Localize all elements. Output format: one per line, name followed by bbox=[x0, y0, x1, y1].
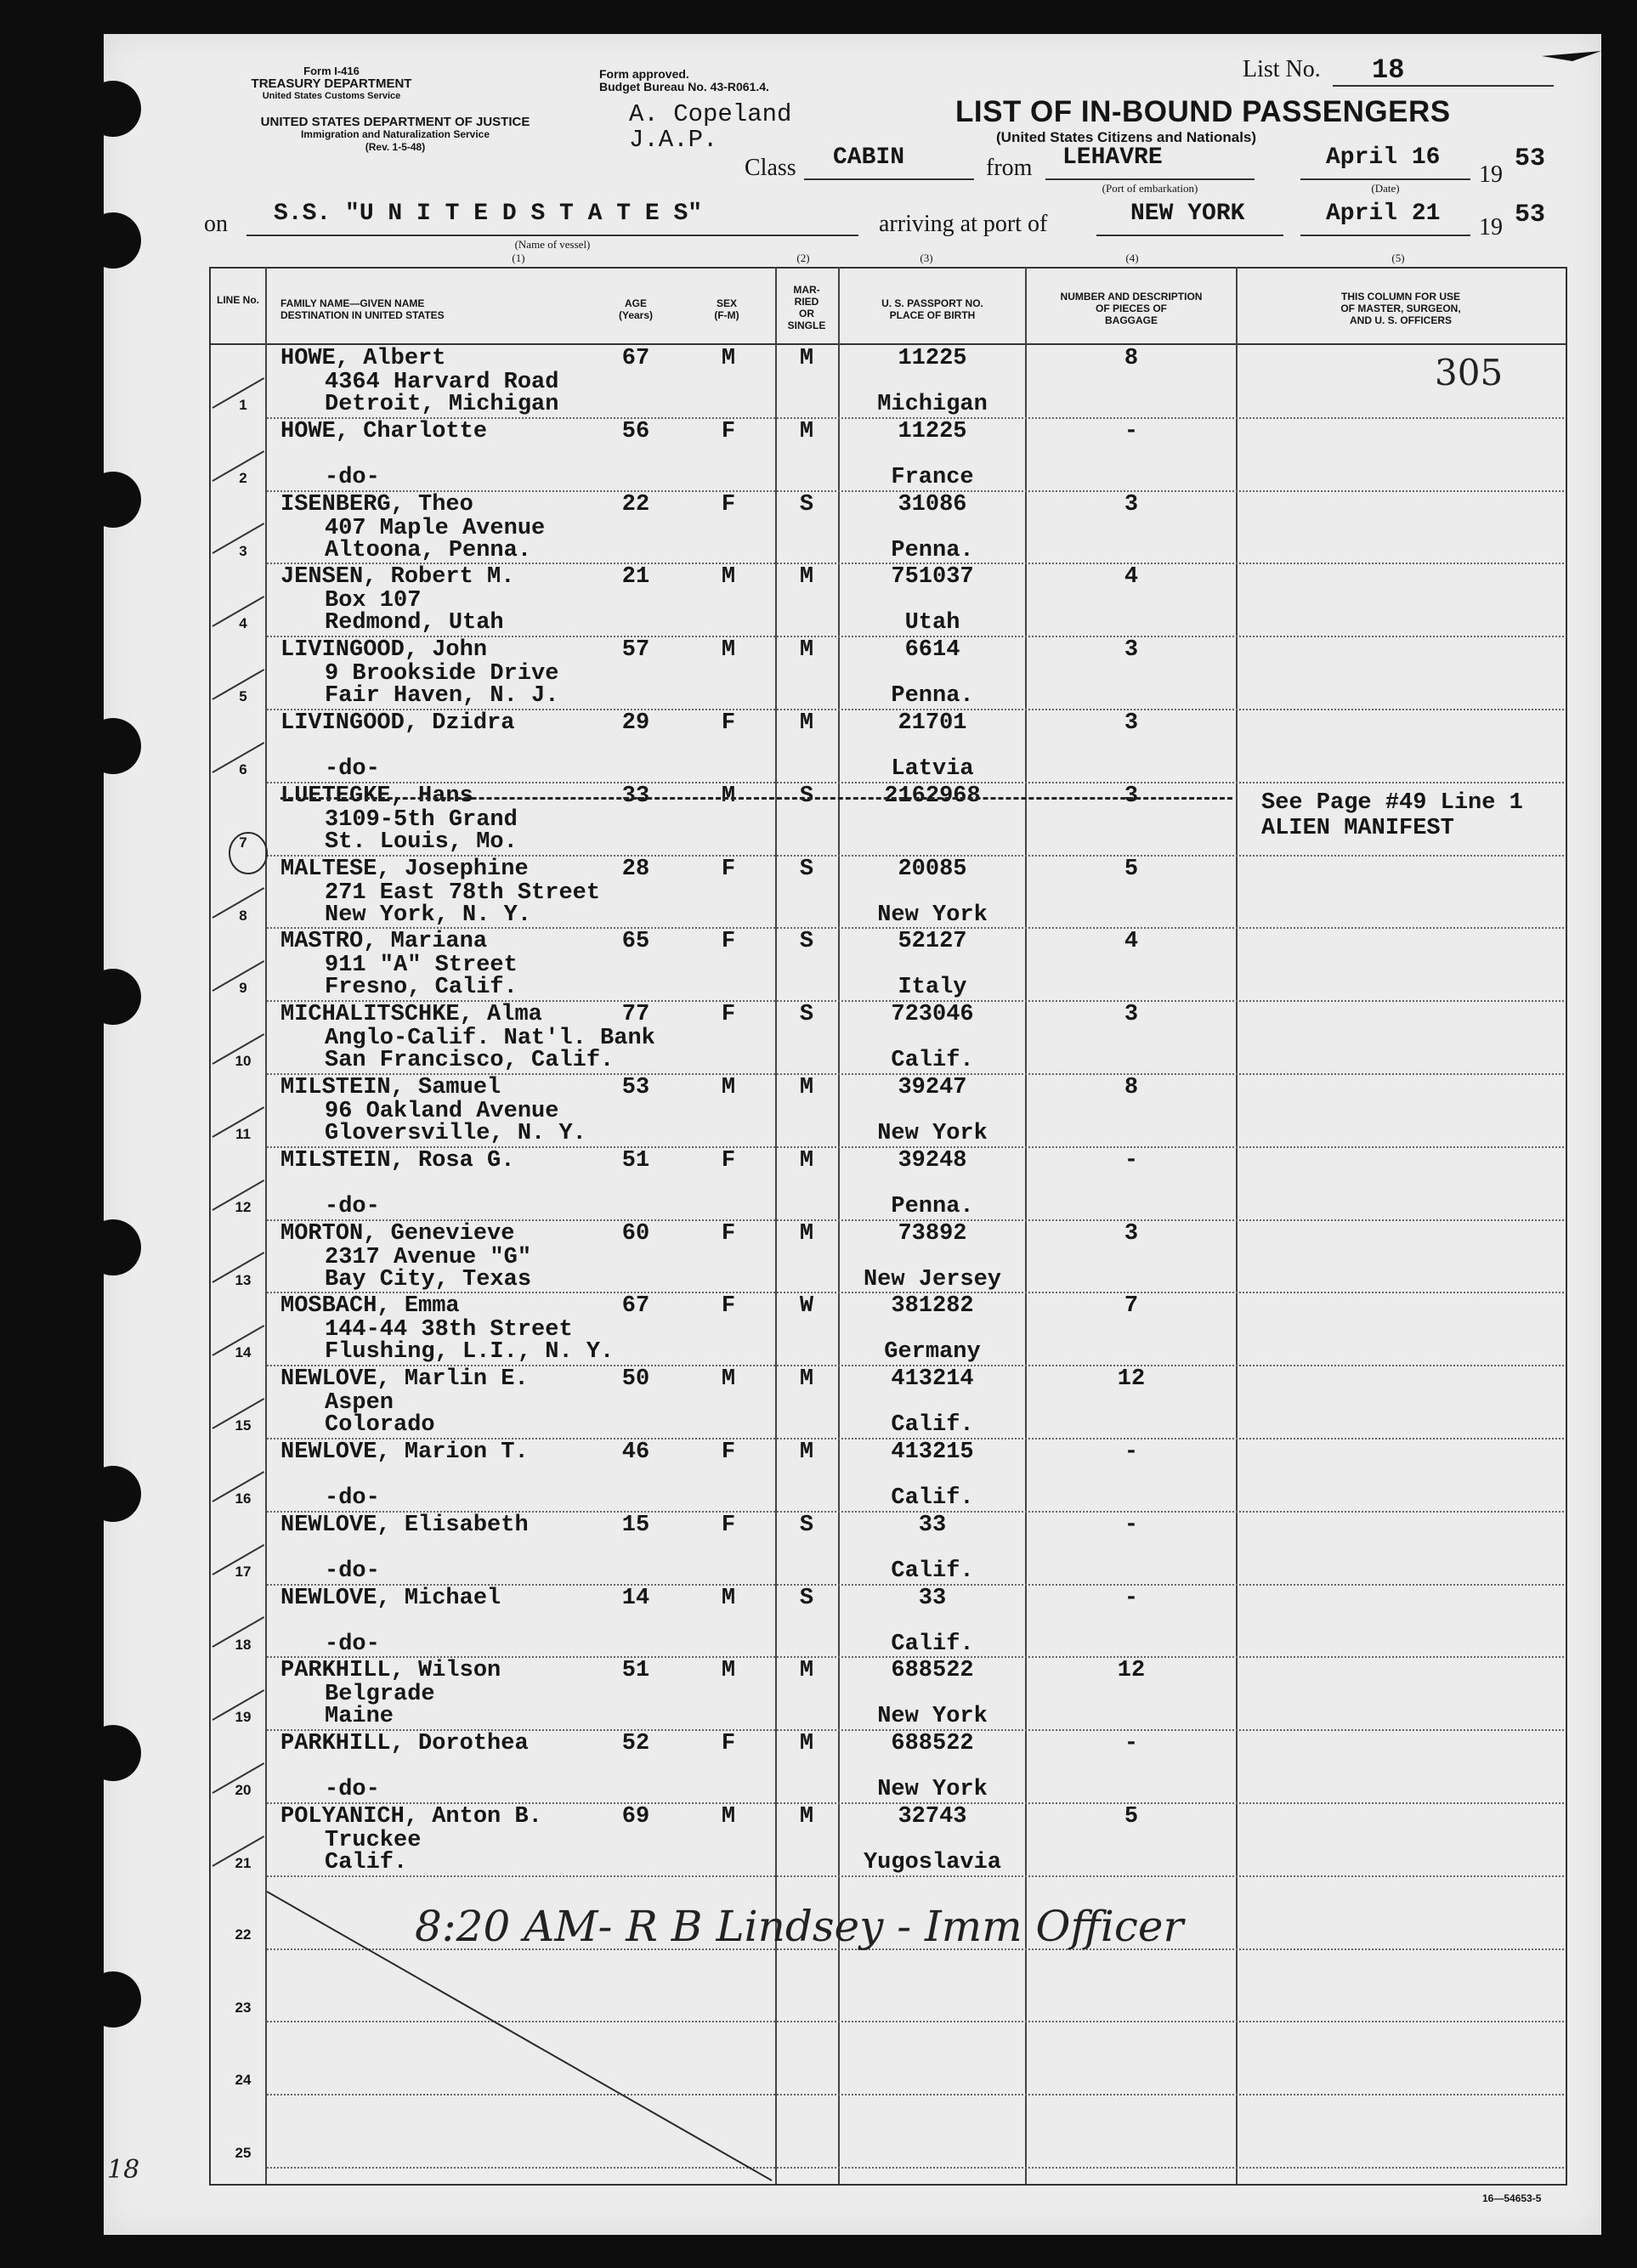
passenger-name: MILSTEIN, Rosa G. bbox=[280, 1147, 515, 1174]
cell-passport: 413215 bbox=[891, 1439, 974, 1465]
line-7-circle bbox=[229, 833, 267, 874]
cell-baggage: - bbox=[1124, 1439, 1139, 1465]
passenger-name: NEWLOVE, Marion T. bbox=[280, 1439, 529, 1465]
immigration-officer-signature: 8:20 AM- R B Lindsey - Imm Officer bbox=[415, 1902, 1184, 1951]
cell-sex: F bbox=[721, 1002, 736, 1028]
cell-sex: M bbox=[721, 1585, 736, 1611]
cell-age: 21 bbox=[621, 564, 650, 591]
passenger-name: NEWLOVE, Michael bbox=[280, 1585, 501, 1611]
line-number: 1 bbox=[239, 397, 247, 413]
cell-age: 15 bbox=[621, 1512, 650, 1538]
destination-line: Fresno, Calif. bbox=[325, 975, 518, 1001]
cell-married: M bbox=[799, 637, 814, 664]
passenger-name: MILSTEIN, Samuel bbox=[280, 1075, 501, 1100]
destination-line: 9 Brookside Drive bbox=[325, 661, 559, 687]
col-number: (4) bbox=[1125, 252, 1139, 264]
place-of-birth: Yugoslavia bbox=[863, 1850, 1002, 1875]
place-of-birth: New York bbox=[877, 902, 988, 928]
cell-married: M bbox=[799, 1147, 814, 1174]
line-number: 21 bbox=[235, 1855, 252, 1871]
cell-age: 53 bbox=[621, 1075, 650, 1100]
place-of-birth: Michigan bbox=[877, 392, 988, 417]
alien-note-line1: See Page #49 Line 1 bbox=[1261, 790, 1523, 816]
destination-line: Detroit, Michigan bbox=[325, 392, 559, 417]
destination-line: -do- bbox=[325, 756, 380, 782]
passenger-name: POLYANICH, Anton B. bbox=[280, 1804, 542, 1830]
cell-sex: M bbox=[721, 1075, 736, 1100]
cell-passport: 39247 bbox=[898, 1075, 967, 1100]
destination-line: Anglo-Calif. Nat'l. Bank bbox=[325, 1026, 655, 1052]
line-number: 3 bbox=[239, 542, 247, 559]
cell-age: 65 bbox=[621, 929, 650, 955]
destination-line: Maine bbox=[325, 1704, 394, 1730]
place-of-birth: Penna. bbox=[891, 1193, 974, 1219]
inspector-initials: J.A.P. bbox=[629, 126, 718, 154]
date-caption: (Date) bbox=[1371, 182, 1400, 195]
cell-baggage: 12 bbox=[1117, 1658, 1146, 1684]
cell-passport: 31086 bbox=[898, 491, 967, 518]
arrival-year-suffix: 53 bbox=[1515, 201, 1546, 229]
cell-married: M bbox=[799, 1075, 814, 1100]
passenger-name: PARKHILL, Dorothea bbox=[280, 1731, 529, 1757]
cell-age: 67 bbox=[621, 1293, 650, 1320]
cell-sex: F bbox=[721, 1731, 736, 1757]
inspector-name: A. Copeland bbox=[629, 100, 792, 128]
col-baggage: NUMBER AND DESCRIPTION OF PIECES OF BAGGAGE bbox=[1060, 291, 1203, 326]
arrival-year-prefix: 19 bbox=[1479, 214, 1503, 240]
place-of-birth: Calif. bbox=[891, 1485, 974, 1511]
form-revision: (Rev. 1-5-48) bbox=[365, 141, 426, 153]
line-number: 20 bbox=[235, 1782, 252, 1799]
class-label: Class bbox=[745, 155, 796, 181]
line-number: 15 bbox=[235, 1417, 252, 1434]
line-number: 25 bbox=[235, 2145, 252, 2162]
destination-line: -do- bbox=[325, 1777, 380, 1803]
cell-sex: F bbox=[721, 418, 736, 444]
cell-age: 46 bbox=[621, 1439, 650, 1465]
place-of-birth: France bbox=[891, 464, 974, 490]
cell-married: M bbox=[799, 1439, 814, 1465]
destination-line: 4364 Harvard Road bbox=[325, 370, 559, 395]
blank-lines-strike bbox=[267, 1892, 772, 2180]
cell-age: 14 bbox=[621, 1585, 650, 1611]
passenger-name: ISENBERG, Theo bbox=[280, 491, 473, 518]
line-number: 6 bbox=[239, 761, 247, 778]
col-name: FAMILY NAME—GIVEN NAME DESTINATION IN UNITED STATES bbox=[280, 297, 445, 321]
cell-passport: 688522 bbox=[891, 1658, 974, 1684]
cell-baggage: 5 bbox=[1124, 856, 1139, 882]
cell-passport: 73892 bbox=[898, 1220, 967, 1247]
cell-passport: 6614 bbox=[904, 637, 960, 664]
destination-line: Aspen bbox=[325, 1390, 394, 1417]
cell-passport: 11225 bbox=[898, 346, 967, 371]
cell-baggage: - bbox=[1124, 1731, 1139, 1757]
destination-line: Redmond, Utah bbox=[325, 610, 504, 636]
cell-sex: F bbox=[721, 1439, 736, 1465]
line-number: 24 bbox=[235, 2072, 252, 2089]
class-value: CABIN bbox=[833, 144, 905, 171]
cell-passport: 413214 bbox=[891, 1366, 974, 1393]
cell-married: M bbox=[799, 1220, 814, 1247]
page-title: LIST OF IN-BOUND PASSENGERS bbox=[955, 95, 1451, 128]
destination-line: -do- bbox=[325, 1631, 380, 1657]
passenger-name: LIVINGOOD, Dzidra bbox=[280, 710, 515, 736]
cell-sex: F bbox=[721, 1220, 736, 1247]
destination-line: 144-44 38th Street bbox=[325, 1317, 573, 1343]
line-number: 11 bbox=[235, 1126, 251, 1142]
line-number: 7 bbox=[239, 834, 247, 851]
cell-sex: M bbox=[721, 1804, 736, 1830]
col-age: AGE (Years) bbox=[618, 297, 654, 321]
cell-baggage: - bbox=[1124, 1512, 1139, 1538]
cell-baggage: 8 bbox=[1124, 1075, 1139, 1100]
line-number: 23 bbox=[235, 1999, 252, 2016]
place-of-birth: New York bbox=[877, 1704, 988, 1730]
line-number: 4 bbox=[239, 615, 247, 632]
arrival-date: April 21 bbox=[1326, 201, 1441, 227]
cell-sex: F bbox=[721, 1147, 736, 1174]
destination-line: Box 107 bbox=[325, 588, 422, 614]
cell-passport: 33 bbox=[918, 1585, 947, 1611]
destination-line: St. Louis, Mo. bbox=[325, 829, 518, 855]
cell-married: S bbox=[799, 929, 814, 955]
place-of-birth: Utah bbox=[904, 610, 960, 636]
place-of-birth: Germany bbox=[884, 1339, 981, 1366]
destination-line: Colorado bbox=[325, 1412, 435, 1439]
customs-service: United States Customs Service bbox=[262, 91, 401, 101]
col-number: (5) bbox=[1391, 252, 1405, 264]
place-of-birth: Calif. bbox=[891, 1558, 974, 1584]
place-of-birth: Penna. bbox=[891, 683, 974, 710]
margin-note: 18 bbox=[107, 2155, 140, 2185]
cell-passport: 20085 bbox=[898, 856, 967, 882]
cell-baggage: 12 bbox=[1117, 1366, 1146, 1393]
cell-age: 77 bbox=[621, 1002, 650, 1028]
destination-line: Belgrade bbox=[325, 1682, 435, 1708]
cell-baggage: - bbox=[1124, 1147, 1139, 1174]
cell-sex: F bbox=[721, 856, 736, 882]
cell-married: S bbox=[799, 491, 814, 518]
cell-married: S bbox=[799, 1002, 814, 1028]
cell-sex: F bbox=[721, 1293, 736, 1320]
ins-service: Immigration and Naturalization Service bbox=[300, 128, 490, 140]
cell-married: M bbox=[799, 346, 814, 371]
cell-age: 22 bbox=[621, 491, 650, 518]
cell-married: S bbox=[799, 1585, 814, 1611]
cell-age: 29 bbox=[621, 710, 650, 736]
cell-married: M bbox=[799, 1804, 814, 1830]
from-label: from bbox=[986, 155, 1033, 181]
line-number: 2 bbox=[239, 469, 247, 486]
cell-passport: 52127 bbox=[898, 929, 967, 955]
cell-sex: M bbox=[721, 783, 736, 809]
cell-baggage: 3 bbox=[1124, 1220, 1139, 1247]
vessel-caption: (Name of vessel) bbox=[514, 238, 591, 251]
passenger-name: JENSEN, Robert M. bbox=[280, 564, 515, 591]
cell-baggage: 4 bbox=[1124, 929, 1139, 955]
cell-married: M bbox=[799, 710, 814, 736]
cell-sex: F bbox=[721, 929, 736, 955]
page-subtitle: (United States Citizens and Nationals) bbox=[996, 129, 1257, 145]
cell-passport: 688522 bbox=[891, 1731, 974, 1757]
cell-baggage: 4 bbox=[1124, 564, 1139, 591]
destination-line: 407 Maple Avenue bbox=[325, 515, 546, 541]
place-of-birth: New York bbox=[877, 1777, 988, 1803]
cell-sex: M bbox=[721, 1366, 736, 1393]
arrival-port: NEW YORK bbox=[1130, 201, 1245, 227]
cell-baggage: 3 bbox=[1124, 783, 1139, 809]
cell-baggage: 3 bbox=[1124, 710, 1139, 736]
budget-bureau: Budget Bureau No. 43-R061.4. bbox=[599, 80, 769, 93]
place-of-birth: Calif. bbox=[891, 1048, 974, 1074]
passenger-name: MORTON, Genevieve bbox=[280, 1220, 515, 1247]
line-number: 16 bbox=[235, 1490, 252, 1507]
destination-line: San Francisco, Calif. bbox=[325, 1048, 615, 1074]
cell-passport: 21701 bbox=[898, 710, 967, 736]
col-officers: THIS COLUMN FOR USE OF MASTER, SURGEON, AND U. S. OFFICERS bbox=[1340, 291, 1461, 326]
line-number: 9 bbox=[239, 980, 247, 997]
destination-line: New York, N. Y. bbox=[325, 902, 532, 928]
destination-line: 911 "A" Street bbox=[325, 953, 518, 979]
destination-line: -do- bbox=[325, 464, 380, 490]
line-number: 22 bbox=[235, 1926, 252, 1943]
destination-line: 3109-5th Grand bbox=[325, 806, 518, 833]
treasury-dept: TREASURY DEPARTMENT bbox=[251, 76, 412, 91]
cell-baggage: 3 bbox=[1124, 1002, 1139, 1028]
passenger-name: LUETEGKE, Hans bbox=[280, 783, 473, 809]
passenger-name: NEWLOVE, Marlin E. bbox=[280, 1366, 529, 1393]
line-number: 10 bbox=[235, 1053, 252, 1070]
cell-passport: 751037 bbox=[891, 564, 974, 591]
line-number: 12 bbox=[235, 1198, 252, 1215]
cell-baggage: - bbox=[1124, 1585, 1139, 1611]
cell-married: S bbox=[799, 856, 814, 882]
cell-sex: M bbox=[721, 564, 736, 591]
cell-age: 51 bbox=[621, 1658, 650, 1684]
cell-passport: 381282 bbox=[891, 1293, 974, 1320]
destination-line: -do- bbox=[325, 1485, 380, 1511]
destination-line: -do- bbox=[325, 1558, 380, 1584]
cell-sex: F bbox=[721, 1512, 736, 1538]
embarkation-port: LEHAVRE bbox=[1062, 144, 1163, 171]
cell-married: S bbox=[799, 783, 814, 809]
passenger-name: MOSBACH, Emma bbox=[280, 1293, 460, 1320]
passenger-name: HOWE, Charlotte bbox=[280, 418, 488, 444]
cell-baggage: 3 bbox=[1124, 637, 1139, 664]
on-label: on bbox=[204, 211, 228, 237]
cell-married: M bbox=[799, 564, 814, 591]
embark-date: April 16 bbox=[1326, 144, 1441, 171]
passenger-name: MICHALITSCHKE, Alma bbox=[280, 1002, 542, 1028]
line-number: 17 bbox=[235, 1563, 252, 1580]
cell-sex: M bbox=[721, 1658, 736, 1684]
line-number: 18 bbox=[235, 1636, 252, 1653]
col-sex: SEX (F-M) bbox=[714, 297, 739, 321]
justice-dept: UNITED STATES DEPARTMENT OF JUSTICE bbox=[260, 115, 530, 129]
form-number: Form I-416 bbox=[303, 65, 360, 77]
cell-sex: M bbox=[721, 637, 736, 664]
cell-age: 69 bbox=[621, 1804, 650, 1830]
cell-passport: 33 bbox=[918, 1512, 947, 1538]
port-caption: (Port of embarkation) bbox=[1102, 182, 1198, 195]
destination-line: -do- bbox=[325, 1193, 380, 1219]
cell-age: 28 bbox=[621, 856, 650, 882]
print-code: 16—54653-5 bbox=[1482, 2192, 1542, 2204]
cell-passport: 2162968 bbox=[884, 783, 981, 809]
cell-age: 51 bbox=[621, 1147, 650, 1174]
cell-age: 60 bbox=[621, 1220, 650, 1247]
passenger-name: MASTRO, Mariana bbox=[280, 929, 488, 955]
cell-baggage: - bbox=[1124, 418, 1139, 444]
passenger-name: NEWLOVE, Elisabeth bbox=[280, 1512, 529, 1538]
cell-passport: 39248 bbox=[898, 1147, 967, 1174]
place-of-birth: Calif. bbox=[891, 1412, 974, 1439]
destination-line: Flushing, L.I., N. Y. bbox=[325, 1339, 615, 1366]
cell-age: 57 bbox=[621, 637, 650, 664]
cell-married: M bbox=[799, 1366, 814, 1393]
place-of-birth: New York bbox=[877, 1121, 988, 1146]
destination-line: Calif. bbox=[325, 1850, 408, 1875]
passenger-name: LIVINGOOD, John bbox=[280, 637, 488, 664]
cell-sex: M bbox=[721, 346, 736, 371]
col-number: (2) bbox=[796, 252, 810, 264]
cell-baggage: 3 bbox=[1124, 491, 1139, 518]
cell-age: 52 bbox=[621, 1731, 650, 1757]
list-no-label: List No. bbox=[1243, 56, 1321, 82]
cell-age: 67 bbox=[621, 346, 650, 371]
cell-baggage: 5 bbox=[1124, 1804, 1139, 1830]
arriving-label: arriving at port of bbox=[879, 211, 1048, 237]
destination-line: 96 Oakland Avenue bbox=[325, 1099, 559, 1124]
cell-married: M bbox=[799, 1731, 814, 1757]
cell-baggage: 8 bbox=[1124, 346, 1139, 371]
cell-married: W bbox=[799, 1293, 814, 1320]
line-number: 13 bbox=[235, 1271, 252, 1288]
cell-sex: F bbox=[721, 710, 736, 736]
col-line-no: LINE No. bbox=[217, 294, 259, 306]
line-number: 5 bbox=[239, 688, 247, 705]
destination-line: Bay City, Texas bbox=[325, 1266, 532, 1292]
cell-passport: 723046 bbox=[891, 1002, 974, 1028]
col-married: MAR- RIED OR SINGLE bbox=[787, 284, 826, 331]
place-of-birth: New Jersey bbox=[863, 1266, 1002, 1292]
vessel-name: S.S. "U N I T E D S T A T E S" bbox=[274, 201, 703, 227]
passenger-name: HOWE, Albert bbox=[280, 346, 446, 371]
passenger-name: MALTESE, Josephine bbox=[280, 856, 529, 882]
place-of-birth: Italy bbox=[898, 975, 967, 1001]
place-of-birth: Calif. bbox=[891, 1631, 974, 1657]
line-number: 8 bbox=[239, 907, 247, 924]
place-of-birth: Penna. bbox=[891, 537, 974, 563]
cell-married: M bbox=[799, 418, 814, 444]
alien-note-line2: ALIEN MANIFEST bbox=[1261, 816, 1454, 841]
passenger-name: PARKHILL, Wilson bbox=[280, 1658, 501, 1684]
year-prefix: 19 bbox=[1479, 161, 1503, 188]
destination-line: Gloversville, N. Y. bbox=[325, 1121, 586, 1146]
cell-married: M bbox=[799, 1658, 814, 1684]
destination-line: Altoona, Penna. bbox=[325, 537, 532, 563]
list-number: 18 bbox=[1372, 54, 1405, 86]
cell-baggage: 7 bbox=[1124, 1293, 1139, 1320]
line-number: 19 bbox=[235, 1709, 252, 1726]
cell-age: 50 bbox=[621, 1366, 650, 1393]
cell-passport: 32743 bbox=[898, 1804, 967, 1830]
cell-age: 33 bbox=[621, 783, 650, 809]
cell-sex: F bbox=[721, 491, 736, 518]
col-number: (3) bbox=[920, 252, 933, 264]
line-number: 14 bbox=[235, 1344, 252, 1361]
officer-note: 305 bbox=[1435, 352, 1504, 393]
col-passport: U. S. PASSPORT NO. PLACE OF BIRTH bbox=[881, 297, 983, 321]
destination-line: Truckee bbox=[325, 1828, 422, 1853]
form-approved: Form approved. bbox=[599, 67, 689, 81]
destination-line: 2317 Avenue "G" bbox=[325, 1244, 532, 1270]
cell-married: S bbox=[799, 1512, 814, 1538]
cell-passport: 11225 bbox=[898, 418, 967, 444]
year-suffix: 53 bbox=[1515, 144, 1546, 173]
destination-line: 271 East 78th Street bbox=[325, 879, 601, 906]
destination-line: Fair Haven, N. J. bbox=[325, 683, 559, 710]
col-number: (1) bbox=[512, 252, 525, 264]
place-of-birth: Latvia bbox=[891, 756, 974, 782]
pen-mark bbox=[1542, 51, 1601, 61]
cell-age: 56 bbox=[621, 418, 650, 444]
